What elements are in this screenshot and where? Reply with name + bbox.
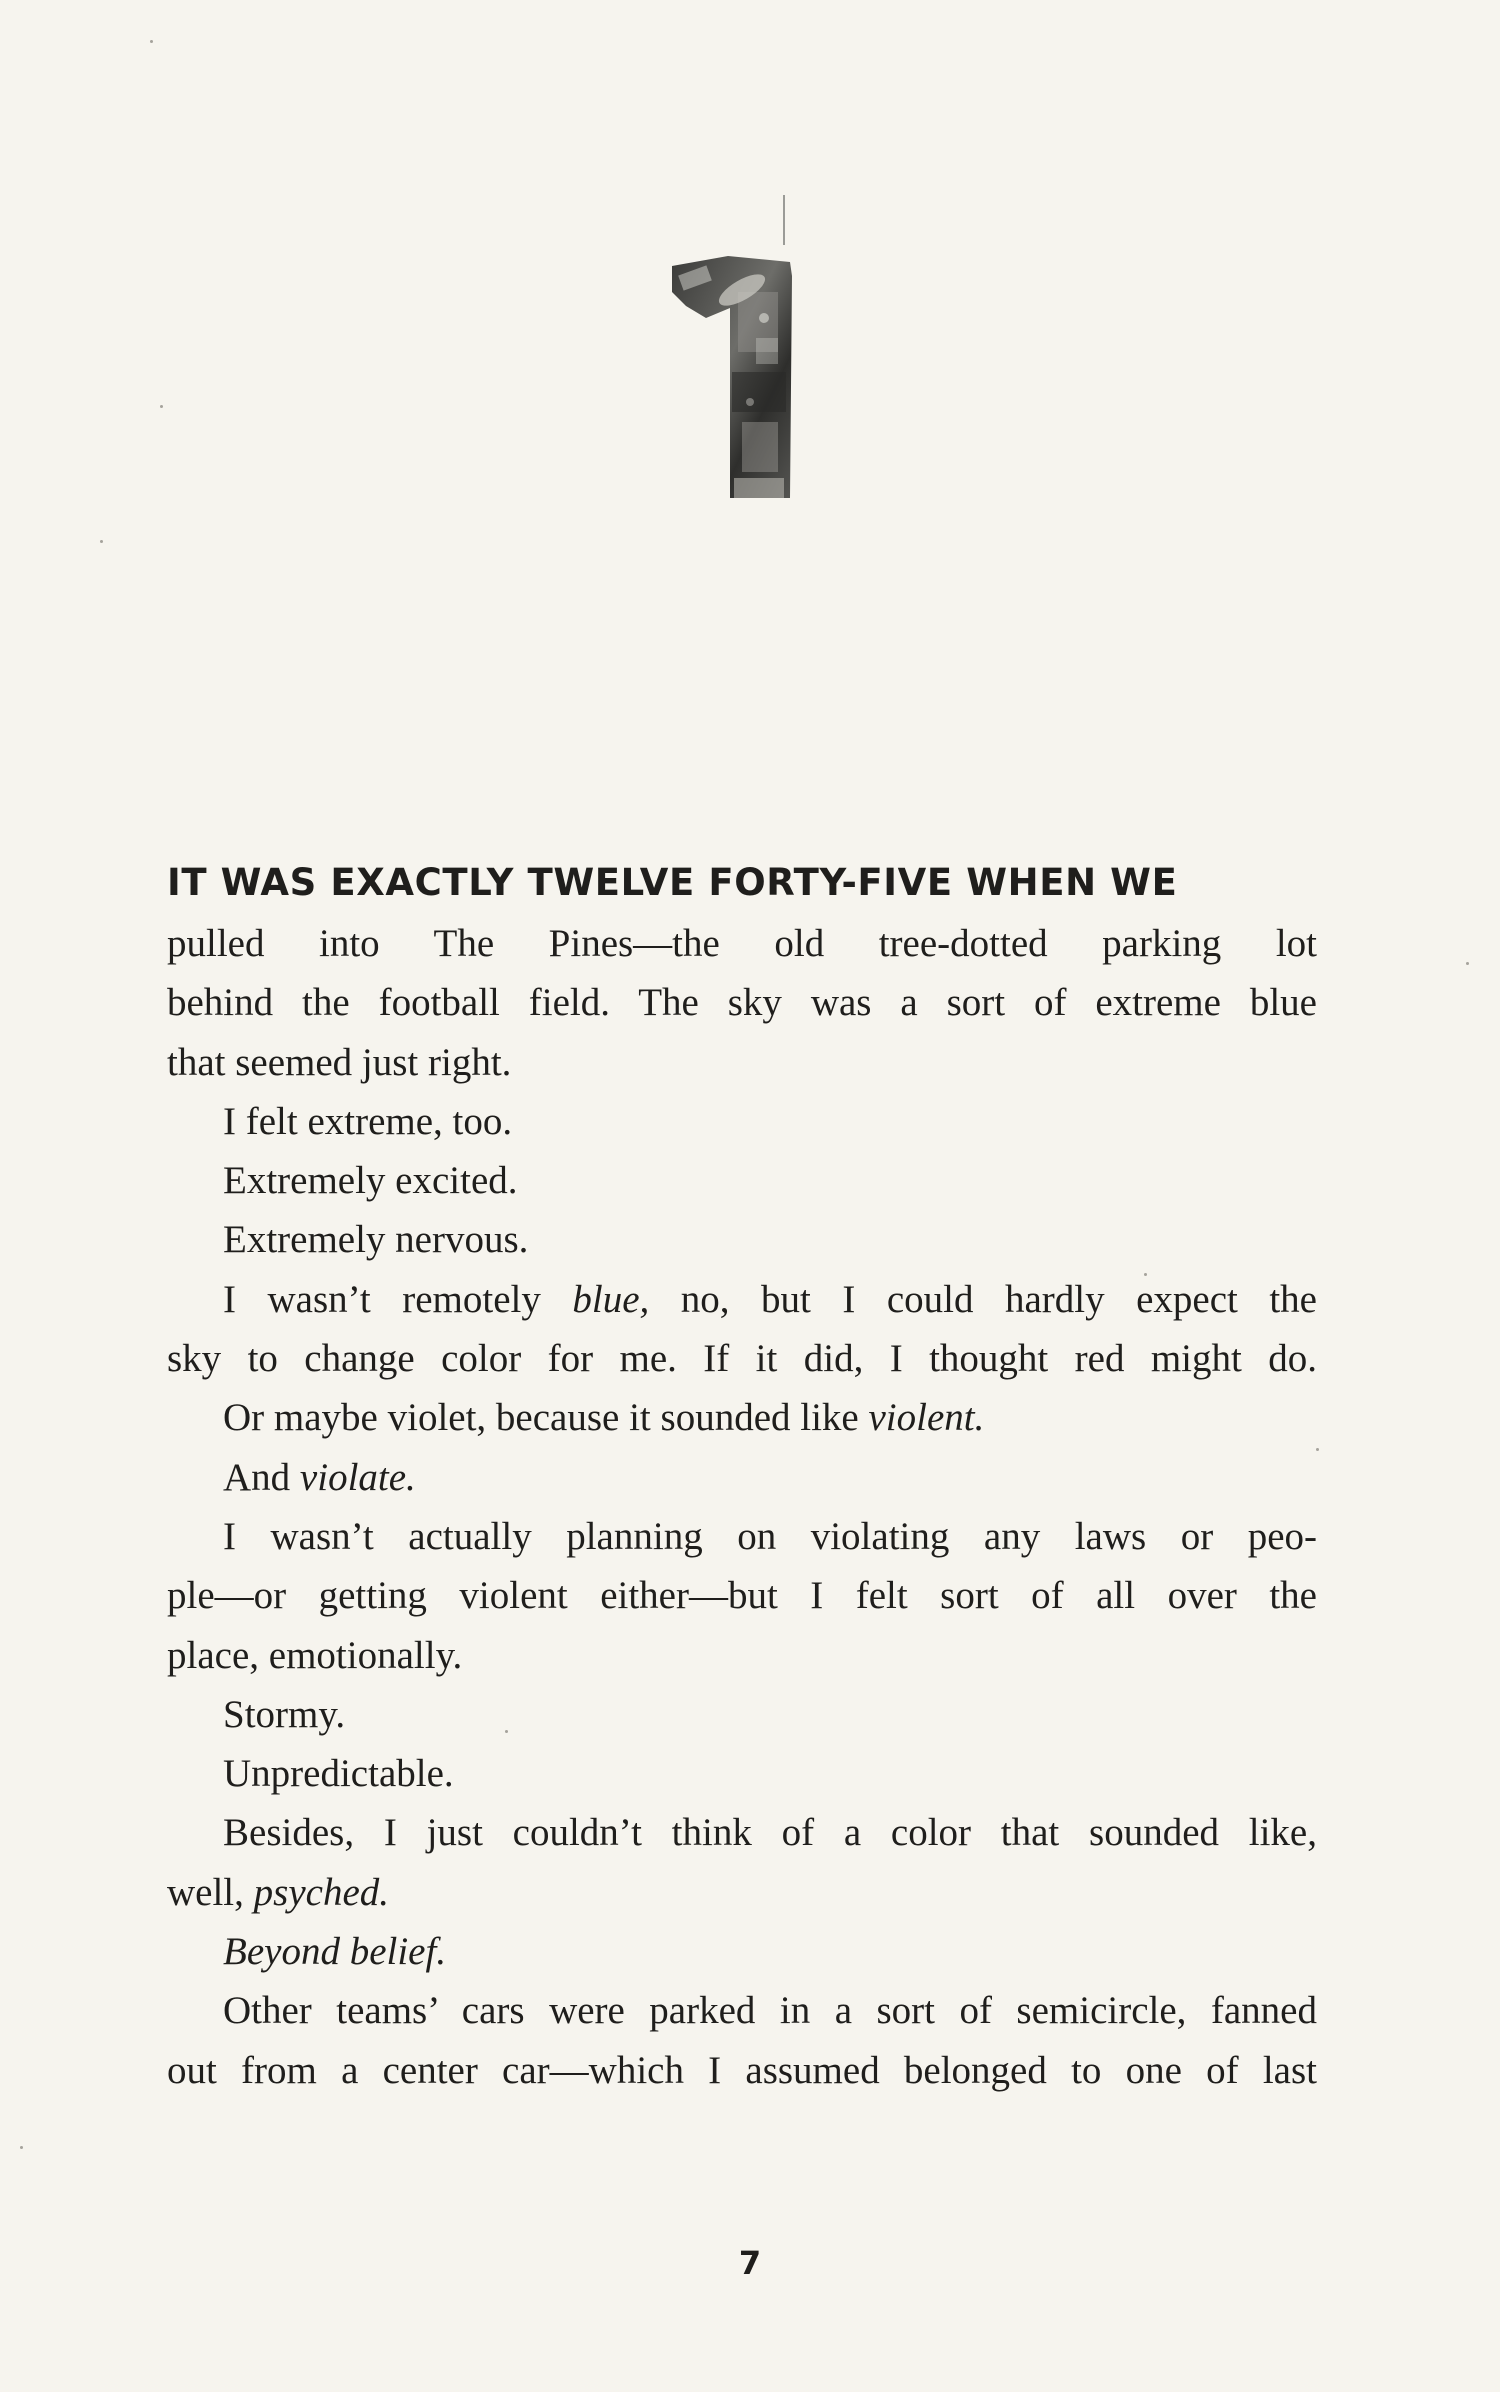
text-line: ple—or getting violent either—but I felt sort of all over the: [167, 1574, 1317, 1618]
emphasis-text: blue,: [572, 1277, 650, 1321]
page-speck: [100, 540, 103, 543]
chapter-rule-mark: [783, 195, 785, 245]
text-line: Other teams’ cars were parked in a sort of semicircle, fanned: [223, 1989, 1317, 2033]
chapter-number-one: [672, 252, 792, 502]
text-segment: no, but I could hardly expect the: [649, 1277, 1317, 1321]
text-segment: I wasn’t remotely: [223, 1277, 573, 1321]
text-line: place, emotionally.: [167, 1633, 463, 1677]
text-line: sky to change color for me. If it did, I thought red might do.: [167, 1337, 1317, 1381]
text-line: pulled into The Pines—the old tree-dotted parking lot: [167, 922, 1317, 965]
text-line: Besides, I just couldn’t think of a color that sounded like,: [223, 1811, 1317, 1855]
text-line: [167, 1270, 1317, 1329]
text-line: I wasn’t actually planning on violating any laws or peo-: [223, 1514, 1317, 1558]
text-segment: And: [223, 1455, 300, 1499]
emphasis-text: violate.: [299, 1455, 416, 1499]
page-speck: [150, 40, 153, 43]
text-segment: Or maybe violet, because it sounded like: [223, 1396, 869, 1440]
text-line: Unpredictable.: [223, 1752, 454, 1796]
text-line: [167, 1448, 1317, 1507]
page-speck: [160, 405, 163, 408]
chapter-body: [167, 852, 1317, 2100]
text-line: [167, 1922, 1317, 1981]
emphasis-text: violent.: [868, 1396, 985, 1440]
text-line: that seemed just right.: [167, 1040, 512, 1084]
text-line: [167, 1863, 1317, 1922]
emphasis-text: psyched.: [253, 1870, 390, 1914]
text-line: I felt extreme, too.: [223, 1099, 513, 1143]
opening-line: IT WAS EXACTLY TWELVE FORTY-FIVE WHEN WE: [167, 861, 1178, 904]
text-line: out from a center car—which I assumed belonged to one of last: [167, 2048, 1317, 2092]
chapter-number-collage: [672, 252, 792, 502]
emphasis-text: Beyond belief.: [223, 1930, 447, 1974]
text-line: Stormy.: [223, 1692, 346, 1736]
page-number: 7: [738, 2244, 762, 2282]
text-line: behind the football field. The sky was a sort of extreme blue: [167, 981, 1317, 1025]
text-line: Extremely excited.: [223, 1159, 518, 1203]
text-line: Extremely nervous.: [223, 1218, 529, 1262]
text-line: [167, 1388, 1317, 1447]
page-speck: [1466, 962, 1469, 965]
text-segment: well,: [167, 1870, 254, 1914]
page-speck: [20, 2146, 23, 2149]
